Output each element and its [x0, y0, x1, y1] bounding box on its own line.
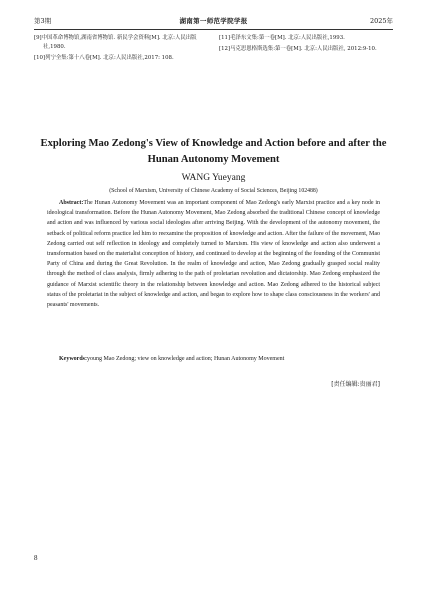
- reference-item: [9]中国革命博物馆,湖南省博物馆. 新民学会资料[M]. 北京:人民出版社,1980.: [34, 35, 197, 50]
- issue-number: 第3期: [34, 17, 52, 25]
- reference-item: [11]毛泽东文集:第一卷[M]. 北京:人民出版社,1993.: [219, 35, 345, 41]
- abstract-label: Abstract:: [59, 200, 84, 206]
- keywords-text: young Mao Zedong; view on knowledge and action; Hunan Autonomy Movement: [87, 356, 285, 362]
- keywords: [59, 354, 379, 364]
- header-divider: [34, 29, 393, 30]
- article-title: Exploring Mao Zedong's View of Knowledge and Action before and after the Hunan Autonomy Movement: [40, 138, 387, 165]
- reference-column-left: [34, 34, 210, 64]
- reference-item: [12]马克思恩格斯选集:第一卷[M]. 北京:人民出版社, 2012:9-10.: [219, 45, 377, 52]
- abstract-text: The Hunan Autonomy Movement was an important component of Mao Zedong's early Marxist practice and a key node in ideological transformation. Before the Hunan Autonomy Movement, Mao Zedong absorbed the traditional Chinese concept of knowledge and action and was influenced by various social ideologies after arriving Beijing. With the development of the autonomy movement, the setback of political reform practice led him to reexamine the proposition of knowledge and action. After the failure of the movement, Mao Zedong carried out self reflection in ideology and completely turned to Marxism. His view of knowledge and action also underwent a transformation based on the materialist conception of history, and continued to develop at the beginning of the founding of the Communist Party of China and during the Great Revolution. In the realm of knowledge and action, Mao Zedong gradually grasped social reality through the method of class analysis, firmly adhering to the path of proletarian revolution and dictatorship. Mao Zedong emphasized the guidance of Marxist scientific theory in the relationship between knowledge and action. Mao Zedong adhered to the historical subject status of the proletariat in the subject of knowledge and action, and began to explore how to shape class consciousness in the workers' and peasants' movements.: [47, 200, 380, 309]
- reference-item: [10]列宁全集:第十八卷[M]. 北京:人民出版社,2017: 108.: [34, 54, 174, 61]
- journal-name: 湖南第一师范学院学报: [179, 17, 248, 25]
- reference-column-right: [219, 34, 395, 55]
- responsible-editor: [责任编辑:贵丽君]: [331, 381, 380, 388]
- running-header: [34, 15, 393, 27]
- author-affiliation: (School of Marxism, University of Chinese Academy of Social Sciences, Beijing 102488): [109, 188, 318, 194]
- keywords-label: Keywords:: [59, 356, 87, 362]
- page-number: 8: [34, 554, 38, 562]
- author-name: WANG Yueyang: [181, 173, 246, 183]
- publication-year: 2025年: [369, 17, 393, 25]
- abstract: [47, 198, 380, 310]
